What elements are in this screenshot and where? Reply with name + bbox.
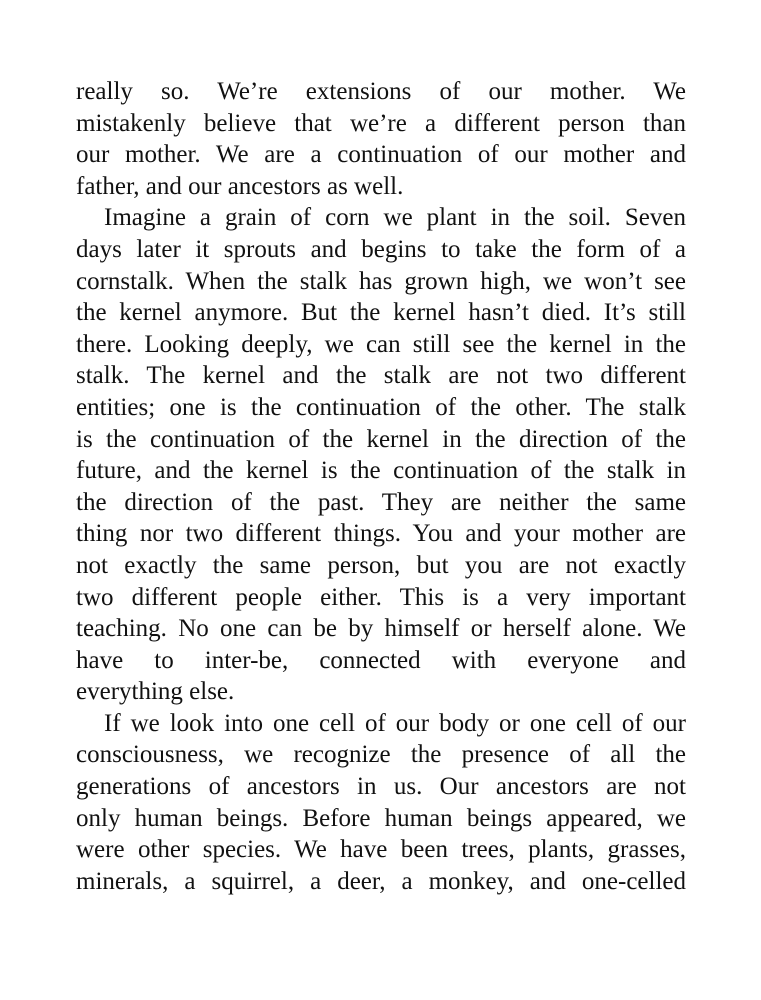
text-line-6: days later it sprouts and begins to take the form of a (76, 235, 686, 263)
text-line-14: the direction of the past. They are neither the same (76, 488, 686, 516)
text-line-13: future, and the kernel is the continuation of the stalk in (76, 457, 686, 485)
text-line-11: entities; one is the continuation of the other. The stalk (76, 393, 686, 421)
text-line-4: father, and our ancestors as well. (76, 172, 404, 200)
text-line-7: cornstalk. When the stalk has grown high, we won’t see (76, 267, 686, 295)
text-line-21: If we look into one cell of our body or one cell of our (104, 709, 686, 737)
text-line-20: everything else. (76, 678, 235, 706)
text-line-3: our mother. We are a continuation of our mother and (76, 141, 686, 169)
text-line-10: stalk. The kernel and the stalk are not two different (76, 362, 686, 390)
text-line-26: minerals, a squirrel, a deer, a monkey, and one-celled (76, 867, 686, 895)
text-line-18: teaching. No one can be by himself or herself alone. We (76, 615, 686, 643)
text-line-2: mistakenly believe that we’re a different person than (76, 109, 686, 137)
text-line-9: there. Looking deeply, we can still see the kernel in the (76, 330, 686, 358)
text-line-17: two different people either. This is a very important (76, 583, 686, 611)
body-text (76, 76, 686, 897)
text-line-22: consciousness, we recognize the presence of all the (76, 741, 686, 769)
text-line-12: is the continuation of the kernel in the direction of the (76, 425, 686, 453)
text-line-8: the kernel anymore. But the kernel hasn’t died. It’s still (76, 299, 686, 327)
text-line-15: thing nor two different things. You and your mother are (76, 520, 686, 548)
text-line-19: have to inter-be, connected with everyone and (76, 646, 686, 674)
text-line-24: only human beings. Before human beings appeared, we (76, 804, 686, 832)
text-line-25: were other species. We have been trees, plants, grasses, (76, 836, 686, 864)
text-line-16: not exactly the same person, but you are not exactly (76, 551, 686, 579)
text-line-1: really so. We’re extensions of our mother. We (76, 78, 686, 105)
text-line-23: generations of ancestors in us. Our ancestors are not (76, 773, 686, 801)
text-line-5: Imagine a grain of corn we plant in the soil. Seven (104, 204, 686, 232)
